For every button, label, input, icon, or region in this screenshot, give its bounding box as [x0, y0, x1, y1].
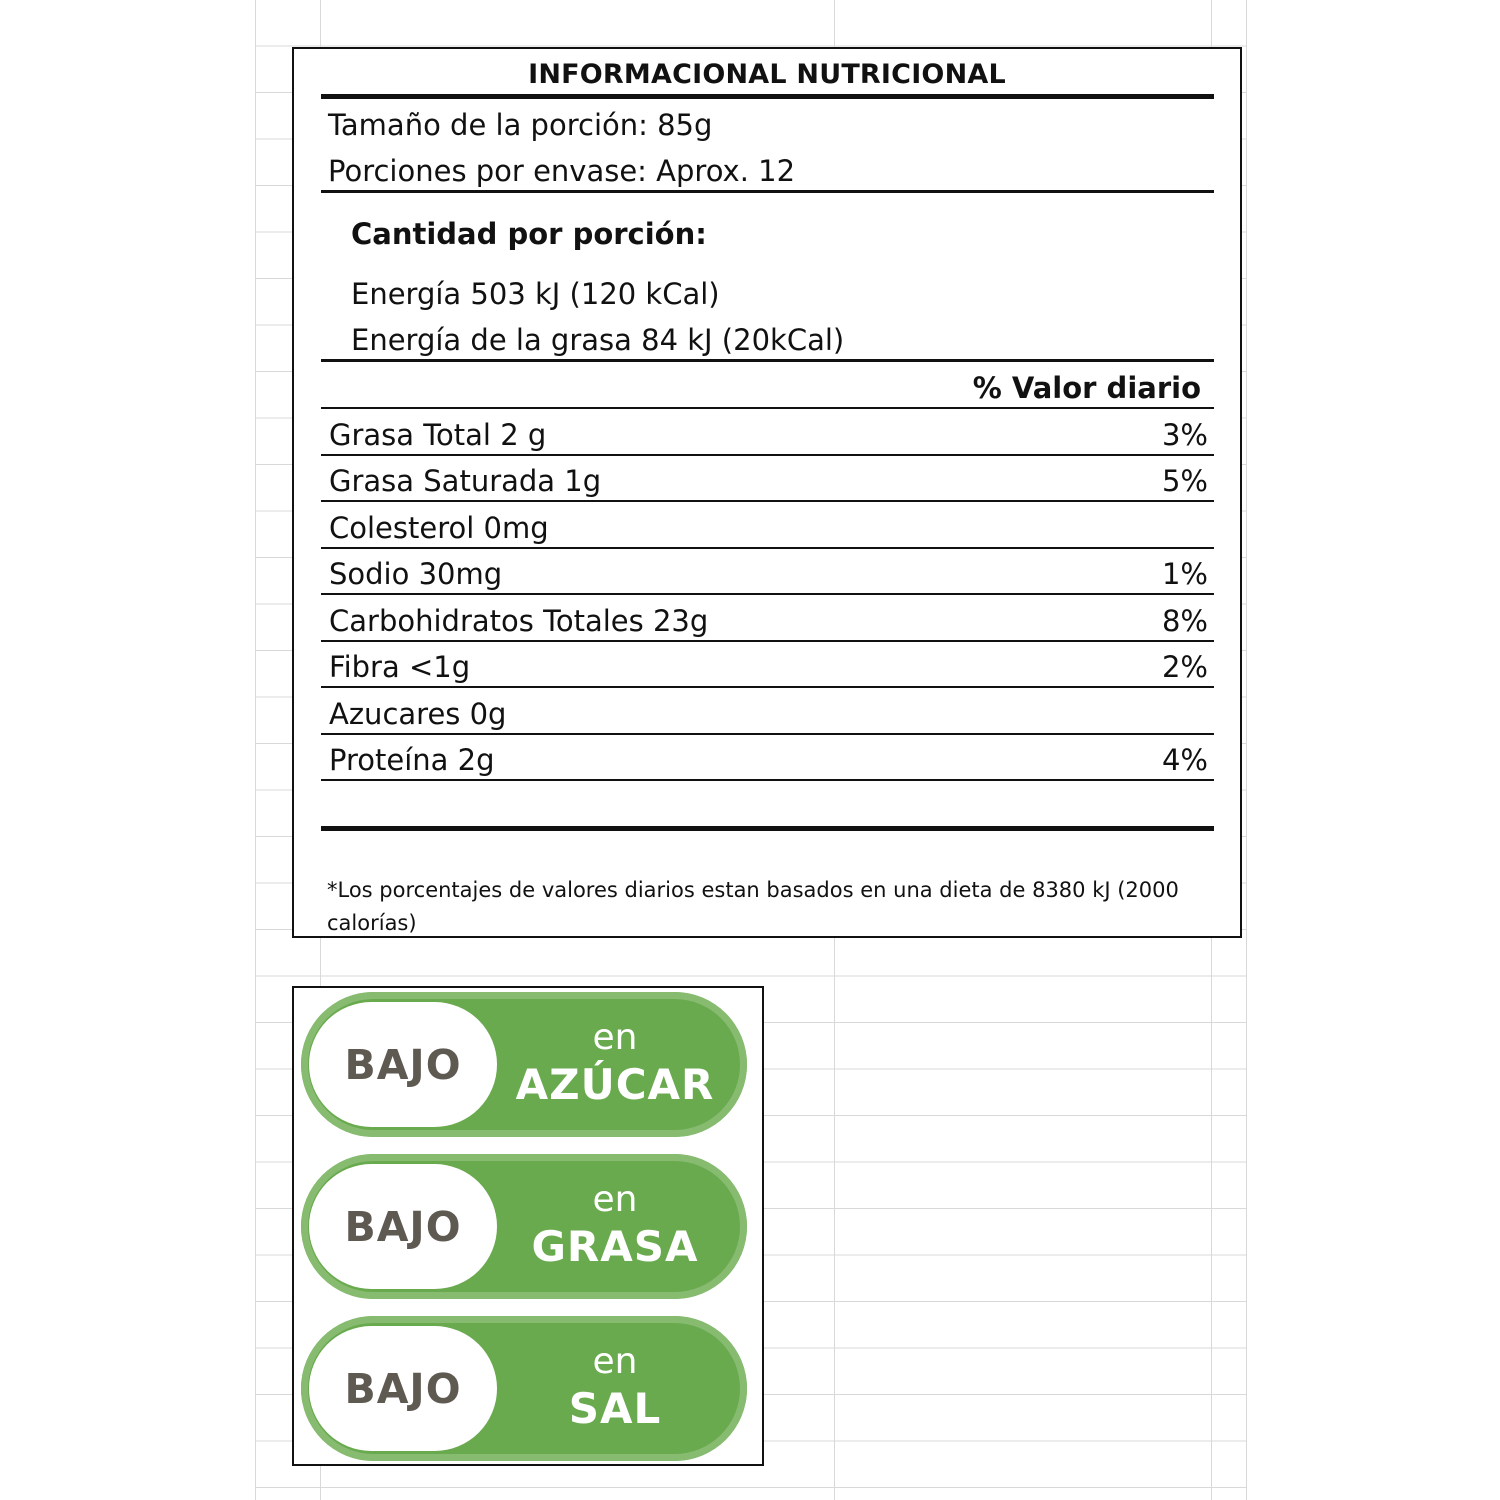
- footnote: *Los porcentajes de valores diarios estan basados en una dieta de 8380 kJ (2000 calorías): [327, 878, 1179, 935]
- nutrient-percent: 2%: [1161, 650, 1208, 684]
- badge-en-text: en: [592, 1017, 638, 1058]
- divider: [321, 640, 1214, 642]
- badge-low-salt: [301, 1316, 747, 1461]
- divider: [321, 190, 1214, 193]
- amount-per-serving: Cantidad por porción:: [351, 217, 707, 251]
- nutrient-label: Sodio 30mg: [329, 557, 503, 591]
- badge-pill: [309, 1326, 497, 1451]
- nutrient-label: Azucares 0g: [329, 697, 507, 731]
- badge-word: GRASA: [531, 1222, 699, 1271]
- energy: Energía 503 kJ (120 kCal): [351, 277, 720, 311]
- divider: [321, 593, 1214, 595]
- badge-low-fat: [301, 1154, 747, 1299]
- nutrition-title: INFORMACIONAL NUTRICIONAL: [528, 59, 1006, 90]
- badge-en-text: en: [592, 1341, 638, 1382]
- badge-pill: [309, 1002, 497, 1127]
- divider: [321, 500, 1214, 502]
- front-of-pack-badges: [292, 986, 764, 1466]
- nutrient-label: Grasa Saturada 1g: [329, 464, 602, 498]
- nutrient-percent: 4%: [1161, 743, 1208, 777]
- divider: [321, 454, 1214, 456]
- nutrient-percent: 5%: [1161, 464, 1208, 498]
- nutrient-label: Fibra <1g: [329, 650, 471, 684]
- nutrient-percent: 1%: [1161, 557, 1208, 591]
- divider: [321, 547, 1214, 549]
- badge-bajo-text: BAJO: [344, 1040, 462, 1089]
- serving-size: Tamaño de la porción: 85g: [328, 108, 713, 142]
- divider: [321, 94, 1214, 99]
- divider: [321, 779, 1214, 781]
- badge-bajo-text: BAJO: [344, 1202, 462, 1251]
- nutrient-label: Carbohidratos Totales 23g: [329, 604, 709, 638]
- daily-value-header: % Valor diario: [972, 371, 1201, 405]
- divider: [321, 733, 1214, 735]
- badge-low-sugar: [301, 992, 747, 1137]
- badge-word: SAL: [568, 1384, 662, 1433]
- nutrient-label: Proteína 2g: [329, 743, 495, 777]
- badge-en-text: en: [592, 1179, 638, 1220]
- nutrition-facts-panel: [292, 47, 1242, 938]
- badge-pill: [309, 1164, 497, 1289]
- divider: [321, 407, 1214, 409]
- badge-bajo-text: BAJO: [344, 1364, 462, 1413]
- badge-word: AZÚCAR: [515, 1060, 715, 1109]
- nutrient-label: Colesterol 0mg: [329, 511, 549, 545]
- servings-per-container: Porciones por envase: Aprox. 12: [328, 154, 796, 188]
- divider: [321, 359, 1214, 362]
- nutrient-percent: 8%: [1161, 604, 1208, 638]
- nutrient-label: Grasa Total 2 g: [329, 418, 547, 452]
- divider: [321, 826, 1214, 831]
- energy-from-fat: Energía de la grasa 84 kJ (20kCal): [351, 323, 845, 357]
- nutrient-percent: 3%: [1161, 418, 1208, 452]
- divider: [321, 686, 1214, 688]
